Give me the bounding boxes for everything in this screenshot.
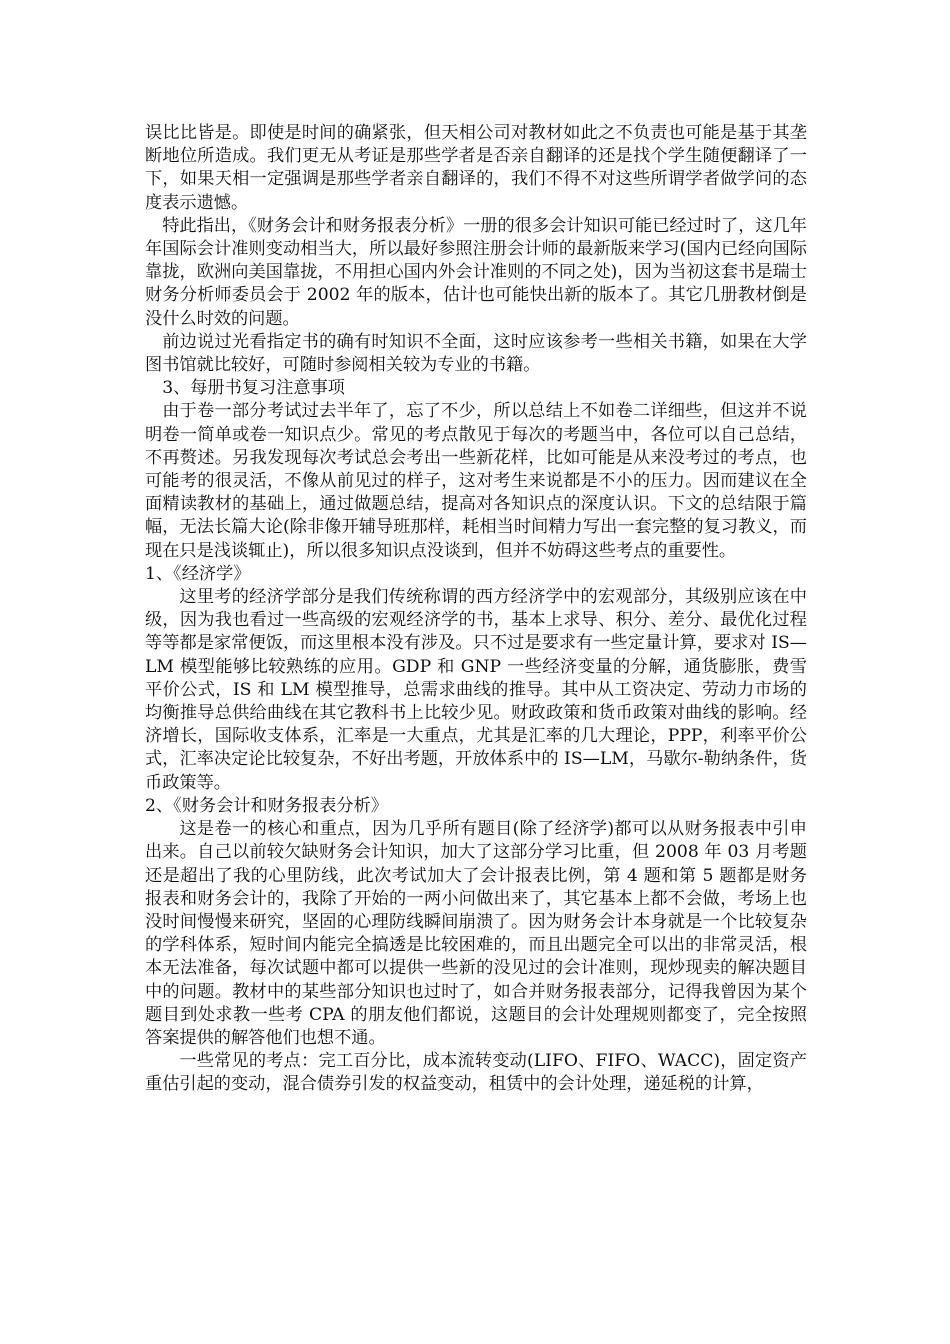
subheading-economics: 1、《经济学》 (145, 563, 251, 584)
document-body (145, 122, 807, 1097)
paragraph-continued-criticism: 误比比皆是。即使是时间的确紧张，但天相公司对教材如此之不负责也可能是基于其垄断地位所造成。我们更无从考证是那些学者是否亲自翻译的还是找个学生随便翻译了一下，如果天相一定强调是那些学者亲自翻译的，我们不得不对这些所谓学者做学问的态度表示遗憾。 (145, 123, 807, 213)
paragraph-accounting-note: 特此指出，《财务会计和财务报表分析》一册的很多会计知识可能已经过时了，这几年年国际会计准则变动相当大，所以最好参照注册会计师的最新版来学习(国内已经向国际靠拢，欧洲向美国靠拢，不用担心国内外会计准则的不同之处)，因为当初这套书是瑞士财务分析师委员会于 2002 年的版本，估计也可能快出新的版本了。其它几册教材倒是没什么时效的问题。 (145, 215, 807, 329)
paragraph-exam-advice: 由于卷一部分考试过去半年了，忘了不少，所以总结上不如卷二详细些，但这并不说明卷一简单或卷一知识点少。常见的考点散见于每次的考题当中，各位可以自己总结，不再赘述。另我发现每次考试总会考出一些新花样，比如可能是从来没考过的考点，也可能考的很灵活，不像从前见过的样子，这对考生来说都是不小的压力。因而建议在全面精读教材的基础上，通过做题总结，提高对各知识点的深度认识。下文的总结限于篇幅，无法长篇大论(除非像开辅导班那样，耗相当时间精力写出一套完整的复习教义，而现在只是浅谈辄止)，所以很多知识点没谈到，但并不妨碍这些考点的重要性。 (145, 401, 807, 561)
section-heading-review-notes: 3、每册书复习注意事项 (162, 378, 345, 399)
paragraph-reference-books: 前边说过光看指定书的确有时知识不全面，这时应该参考一些相关书籍，如果在大学图书馆就比较好，可随时参阅相关较为专业的书籍。 (145, 331, 807, 376)
paragraph-economics: 这里考的经济学部分是我们传统称谓的西方经济学中的宏观部分，其级别应该在中级，因为我也看过一些高级的宏观经济学的书，基本上求导、积分、差分、最优化过程等等都是家常便饭，而这里根本没有涉及。只不过是要求有一些定量计算，要求对 IS—LM 模型能够比较熟练的应用。GDP 和 GNP 一些经济变量的分解，通货膨胀，费雪平价公式，IS 和 LM 模型推导，总需求曲线的推导。其中从工资决定、劳动力市场的均衡推导总供给曲线在其它教科书上比较少见。财政政策和货币政策对曲线的影响。经济增长，国际收支体系，汇率是一大重点，尤其是汇率的几大理论，PPP，利率平价公式，汇率决定论比较复杂，不好出考题，开放体系中的 IS—LM，马歇尔-勒纳条件，货币政策等。 (145, 587, 807, 793)
subheading-financial-accounting: 2、《财务会计和财务报表分析》 (145, 795, 388, 816)
paragraph-common-topics: 一些常见的考点：完工百分比，成本流转变动(LIFO、FIFO、WACC)，固定资产重估引起的变动，混合债券引发的权益变动，租赁中的会计处理，递延税的计算， (145, 1051, 807, 1095)
paragraph-financial-accounting: 这是卷一的核心和重点，因为几乎所有题目(除了经济学)都可以从财务报表中引申出来。自己以前较欠缺财务会计知识，加大了这部分学习比重，但 2008 年 03 月考题还是超出了我的心里防线，此次考试加大了会计报表比例，第 4 题和第 5 题都是财务报表和财务会计的，我除了开始的一两小问做出来了，其它基本上都不会做，考场上也没时间慢慢来研究，坚固的心理防线瞬间崩溃了。因为财务会计本身就是一个比较复杂的学科体系，短时间内能完全搞透是比较困难的，而且出题完全可以出的非常灵活，根本无法准备，每次试题中都可以提供一些新的没见过的会计准则，现炒现卖的解决题目中的问题。教材中的某些部分知识也过时了，如合并财务报表部分，记得我曾因为某个题目到处求教一些考 CPA 的朋友他们都说，这题目的会计处理规则都变了，完全按照答案提供的解答他们也想不通。 (145, 819, 807, 1048)
